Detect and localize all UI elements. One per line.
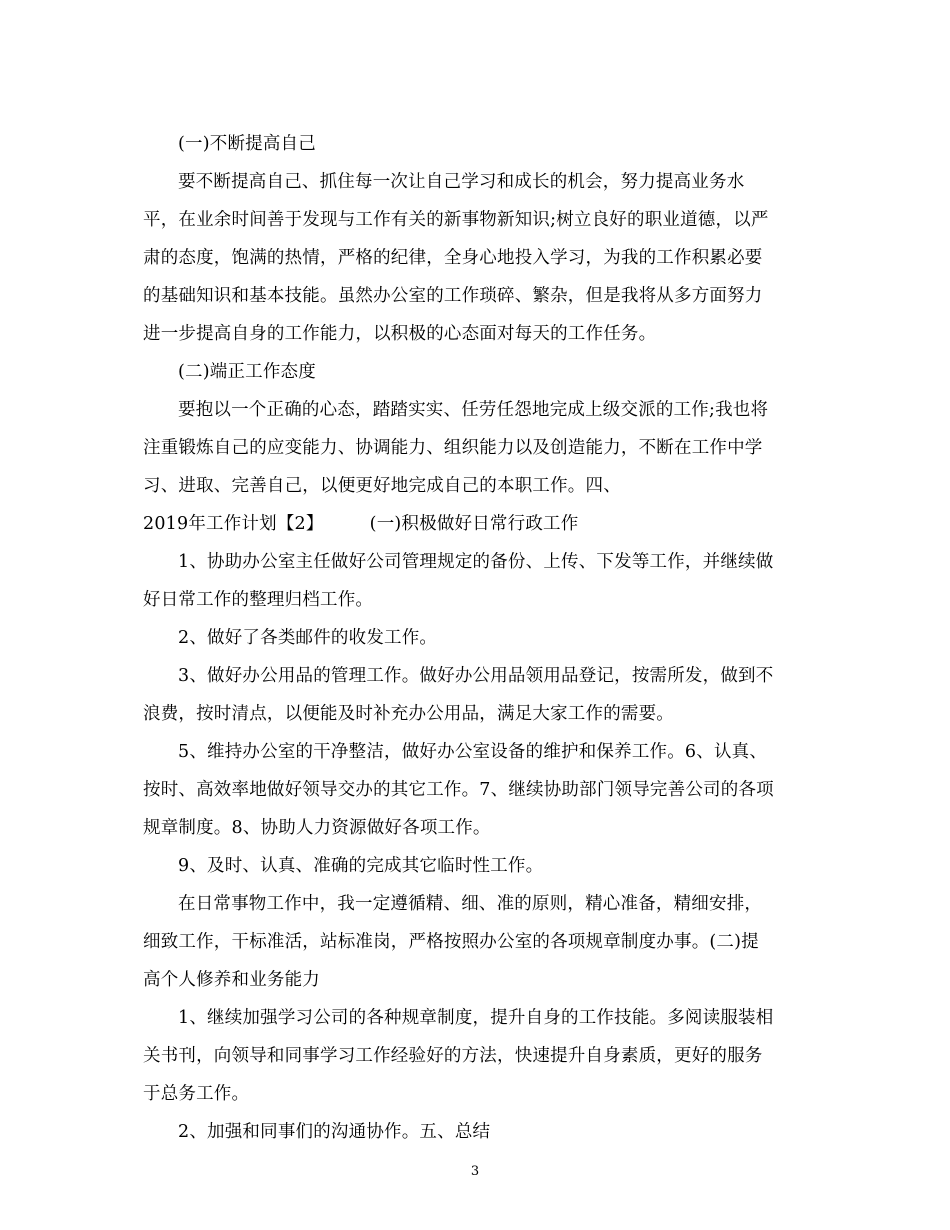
paragraph-line: 注重锻炼自己的应变能力、协调能力、组织能力以及创造能力，不断在工作中学: [143, 438, 763, 458]
page-number: 3: [470, 1164, 480, 1179]
paragraph-line: 3、做好办公用品的管理工作。做好办公用品领用品登记，按需所发，做到不: [178, 666, 774, 686]
paragraph-line: 1、协助办公室主任做好公司管理规定的备份、上传、下发等工作，并继续做: [178, 552, 774, 572]
paragraph-line: 习、进取、完善自己，以便更好地完成自己的本职工作。四、: [143, 476, 621, 496]
paragraph-line: 于总务工作。: [143, 1084, 250, 1104]
paragraph-line: 2、加强和同事们的沟通协作。五、总结: [178, 1122, 491, 1142]
section-heading: (一)不断提高自己: [178, 134, 316, 154]
paragraph-line: 高个人修养和业务能力: [143, 970, 320, 990]
paragraph-line: 2019年工作计划【2】 (一)积极做好日常行政工作: [143, 514, 579, 534]
paragraph-line: 进一步提高自身的工作能力，以积极的心态面对每天的工作任务。: [143, 324, 657, 344]
paragraph-line: 1、继续加强学习公司的各种规章制度，提升自身的工作技能。多阅读服装相: [178, 1008, 774, 1028]
paragraph-line: 好日常工作的整理归档工作。: [143, 590, 374, 610]
paragraph-line: 在日常事物工作中，我一定遵循精、细、准的原则，精心准备，精细安排，: [178, 894, 763, 914]
paragraph-line: 要抱以一个正确的心态，踏踏实实、任劳任怨地完成上级交派的工作;我也将: [178, 400, 769, 420]
paragraph-line: 平，在业余时间善于发现与工作有关的新事物新知识;树立良好的职业道德，以严: [143, 210, 769, 230]
paragraph-line: 浪费，按时清点，以便能及时补充办公用品，满足大家工作的需要。: [143, 704, 674, 724]
section-heading: (二)端正工作态度: [178, 362, 316, 382]
paragraph-line: 9、及时、认真、准确的完成其它临时性工作。: [178, 856, 544, 876]
paragraph-line: 按时、高效率地做好领导交办的其它工作。7、继续协助部门领导完善公司的各项: [143, 780, 774, 800]
paragraph-line: 细致工作，干标准活，站标准岗，严格按照办公室的各项规章制度办事。(二)提: [143, 932, 759, 952]
paragraph-line: 关书刊，向领导和同事学习工作经验好的方法，快速提升自身素质，更好的服务: [143, 1046, 763, 1066]
paragraph-line: 的基础知识和基本技能。虽然办公室的工作琐碎、繁杂，但是我将从多方面努力: [143, 286, 763, 306]
paragraph-line: 要不断提高自己、抓住每一次让自己学习和成长的机会，努力提高业务水: [178, 172, 745, 192]
paragraph-line: 2、做好了各类邮件的收发工作。: [178, 628, 438, 648]
paragraph-line: 规章制度。8、协助人力资源做好各项工作。: [143, 818, 491, 838]
paragraph-line: 肃的态度，饱满的热情，严格的纪律，全身心地投入学习，为我的工作积累必要: [143, 248, 763, 268]
paragraph-line: 5、维持办公室的干净整洁，做好办公室设备的维护和保养工作。6、认真、: [178, 742, 768, 762]
